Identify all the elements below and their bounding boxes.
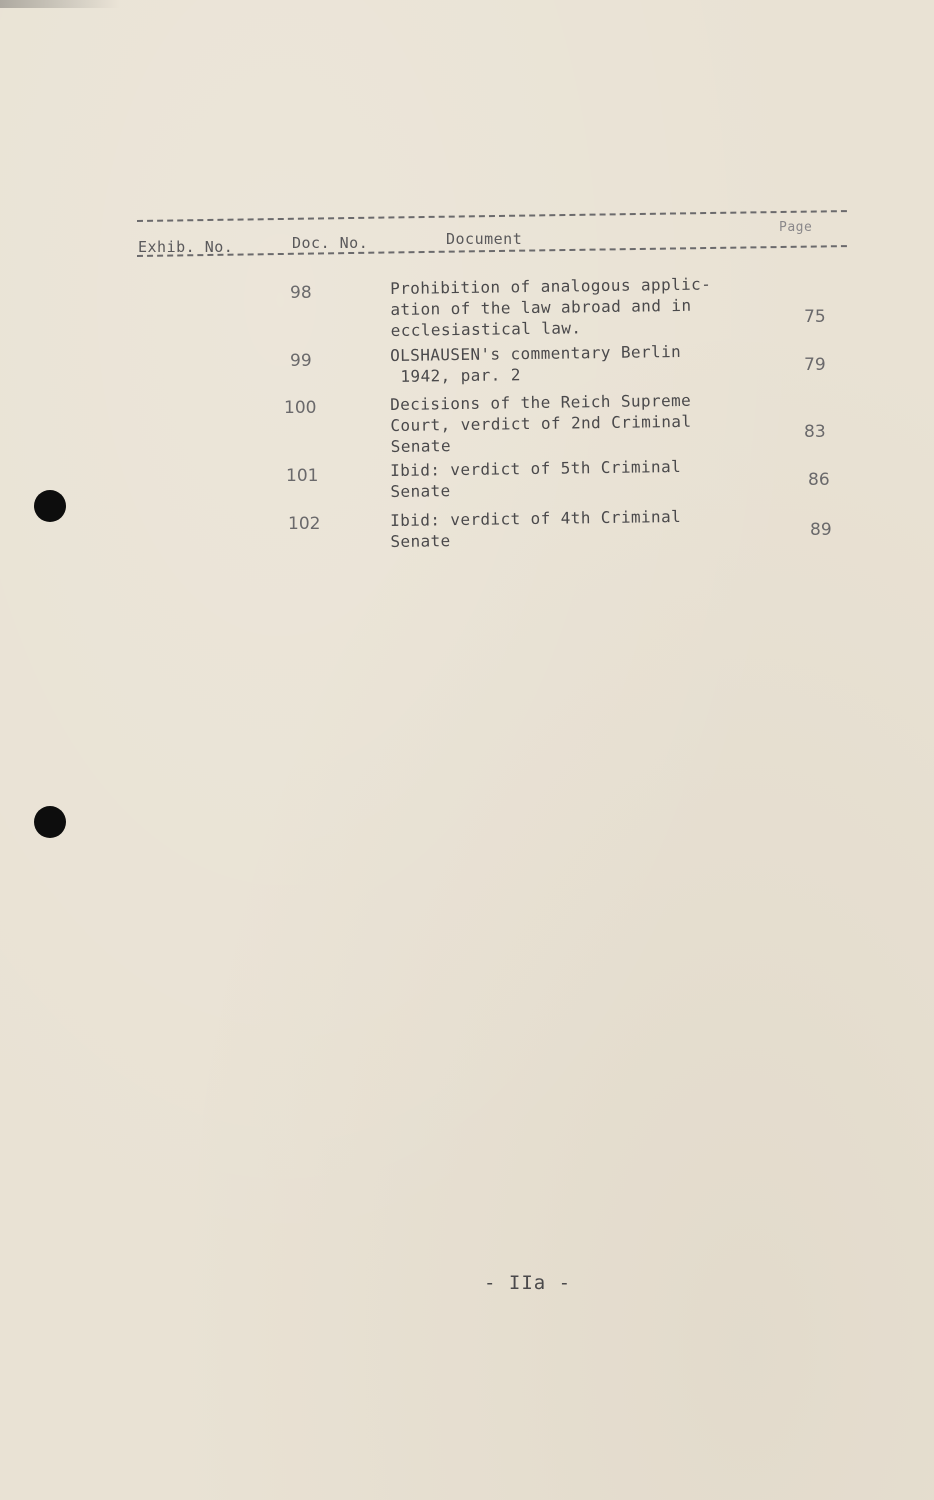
page-number-footer: - IIa - bbox=[484, 1272, 572, 1294]
row-document-line: Prohibition of analogous applic- bbox=[390, 274, 712, 298]
row-document-line: Senate bbox=[390, 531, 451, 551]
row-document bbox=[390, 340, 781, 387]
row-document bbox=[390, 505, 781, 552]
row-page: 86 bbox=[808, 470, 830, 490]
row-document-line: ation of the law abroad and in bbox=[390, 295, 692, 319]
row-document-line: OLSHAUSEN's commentary Berlin bbox=[390, 341, 682, 365]
row-page: 75 bbox=[804, 307, 826, 327]
row-document-line: Senate bbox=[390, 481, 451, 501]
row-document-line: 1942, par. 2 bbox=[400, 365, 521, 386]
punch-hole-bottom bbox=[34, 806, 66, 838]
row-document-line: Court, verdict of 2nd Criminal bbox=[390, 411, 692, 435]
row-doc-no: 102 bbox=[288, 514, 321, 534]
header-doc-no: Doc. No. bbox=[292, 234, 369, 252]
row-document bbox=[390, 273, 781, 341]
row-document-line: Senate bbox=[390, 436, 452, 456]
row-doc-no: 98 bbox=[290, 283, 312, 303]
row-page: 89 bbox=[810, 520, 832, 540]
row-page: 83 bbox=[804, 422, 826, 442]
row-doc-no: 100 bbox=[284, 398, 317, 418]
header-document: Document bbox=[446, 230, 523, 248]
punch-hole-top bbox=[34, 490, 66, 522]
row-doc-no: 99 bbox=[290, 351, 312, 371]
header-page: Page bbox=[779, 220, 813, 235]
row-document bbox=[390, 455, 781, 502]
header-exhib-no: Exhib. No. bbox=[138, 238, 234, 256]
row-document-line: ecclesiastical law. bbox=[390, 318, 582, 340]
row-document-line: Decisions of the Reich Supreme bbox=[390, 390, 692, 414]
row-document-line: Ibid: verdict of 4th Criminal bbox=[390, 506, 682, 530]
scan-corner-mark bbox=[0, 0, 120, 8]
row-document bbox=[390, 389, 781, 457]
row-doc-no: 101 bbox=[286, 466, 319, 486]
table-top-rule bbox=[137, 210, 847, 222]
row-document-line: Ibid: verdict of 5th Criminal bbox=[390, 456, 682, 480]
row-page: 79 bbox=[804, 355, 826, 375]
